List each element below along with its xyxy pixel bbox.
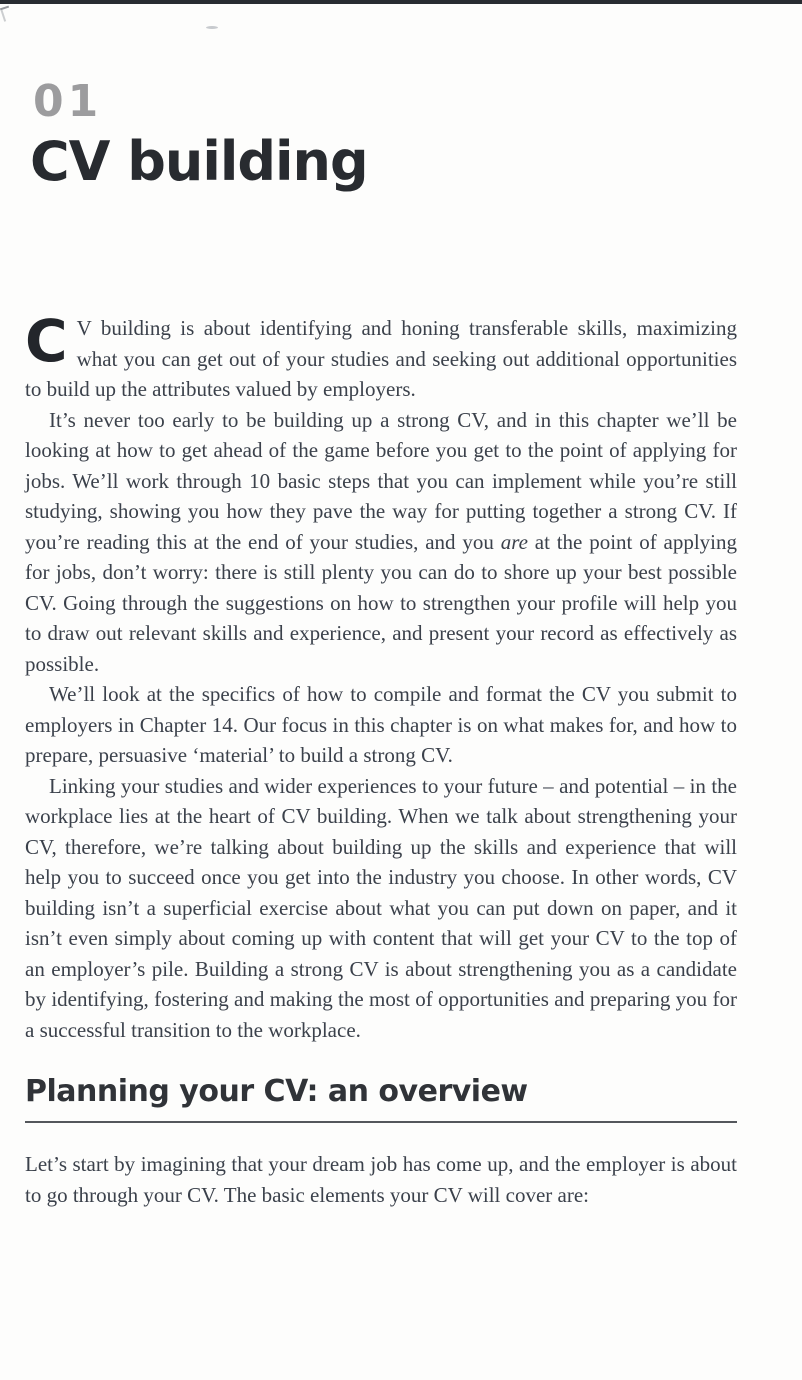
paragraph-linking-studies: Linking your studies and wider experiences to your future – and potential – in the workplace lies at the heart of CV building. When we talk about strengthening your CV, therefore, we’re talking about building up the skills and experience that will help you to succeed once you get into the industry you choose. In other words, CV building isn’t a superficial exercise about what you can put down on paper, and it isn’t even simply about coming up with content that will get your CV to the top of an employer’s pile. Building a strong CV is about strengthening you as a candidate by identifying, fostering and making the most of opportunities and preparing you for a successful transition to the workplace. [25, 773, 737, 1042]
chapter-body [25, 307, 738, 1045]
paragraph-text: V building is about identifying and honing transferable skills, maximizing what you can get out of your studies and seeking out additional opportunities to build up the attributes valued by employers. [25, 316, 737, 402]
italic-word: are [500, 529, 528, 554]
chapter-number: 01 [33, 76, 103, 127]
paragraph-text: It’s never too early to be building up a strong CV, and in this chapter we’ll be looking at how to get ahead of the game before you get to the point of applying for jobs. We’ll work through 10 basic steps that you can implement while you’re still studying, showing you how they pave the way for putting together a strong CV. If you’re reading this at the end of your studies, and you [25, 407, 737, 554]
paragraph-text: at the point of applying for jobs, don’t worry: there is still plenty you can do to shore up your best possible CV. Going through the suggestions on how to strengthen your profile will help you to draw out relevant skills and experience, and present your record as effectively as possible. [25, 529, 738, 676]
paragraph-specifics: We’ll look at the specifics of how to compile and format the CV you submit to employers in Chapter 14. Our focus in this chapter is on what makes for, and how to prepare, persuasive ‘material’ to build a strong CV. [25, 682, 737, 768]
drop-cap: C [25, 307, 68, 376]
paragraph-never-too-early [25, 405, 737, 680]
scan-corner-artifact [0, 6, 9, 11]
section-heading-planning-your-cv: Planning your CV: an overview [25, 1075, 737, 1123]
section-intro-paragraph: Let’s start by imagining that your dream job has come up, and the employer is about to go through your CV. The basic elements your CV will cover are: [25, 1152, 737, 1207]
book-page [25, 0, 737, 1210]
paragraph-intro [25, 307, 737, 405]
chapter-title: CV building [30, 130, 368, 193]
